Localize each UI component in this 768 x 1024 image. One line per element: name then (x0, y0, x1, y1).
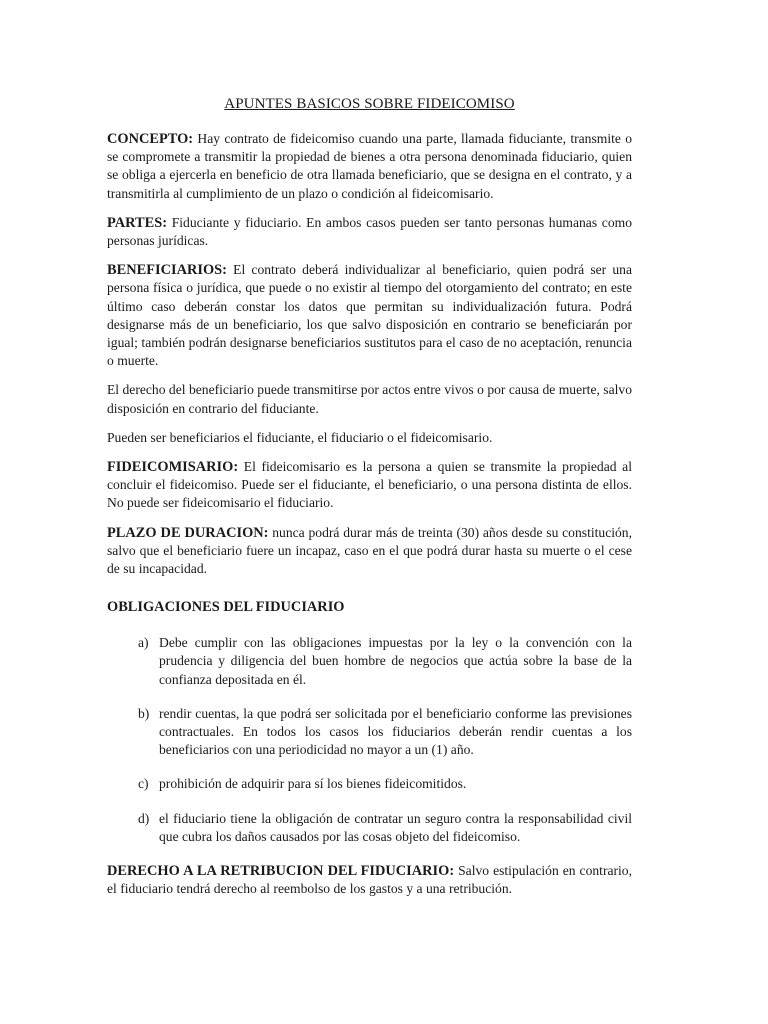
concepto-text: Hay contrato de fideicomiso cuando una parte, llamada fiduciante, transmite o se compromete a transmitir la propiedad de bienes a otra persona denominada fiduciario, quien se obliga a ejercerla en beneficio de otra llamada beneficiario, que se designa en el contrato, y a transmitirla al cumplimiento de un plazo o condición al fideicomisario. (107, 131, 633, 201)
list-item (107, 634, 632, 689)
list-marker: a) (138, 635, 149, 651)
list-item-text: rendir cuentas, la que podrá ser solicitada por el beneficiario conforme las previsiones contractuales. En todos los casos los fiduciarios deberán rendir cuentas a los beneficiarios con una periodicidad no mayor a un (1) año. (159, 705, 632, 758)
retribucion-label: DERECHO A LA RETRIBUCION DEL FIDUCIARIO: (107, 863, 455, 880)
fideicomisario-label: FIDEICOMISARIO: (107, 459, 239, 476)
obligaciones-heading: OBLIGACIONES DEL FIDUCIARIO (107, 599, 345, 616)
list-item-text: el fiduciario tiene la obligación de contratar un seguro contra la responsabilidad civil que cubra los daños causados por las cosas objeto del fideicomiso. (159, 810, 632, 844)
derecho-beneficiario-paragraph: El derecho del beneficiario puede transmitirse por actos entre vivos o por causa de muerte, salvo disposición en contrario del fiduciante. (107, 382, 632, 416)
list-item (107, 775, 632, 793)
concepto-paragraph (107, 130, 632, 203)
partes-text: Fiduciante y fiduciario. En ambos casos pueden ser tanto personas humanas como personas jurídicas. (107, 214, 632, 249)
list-marker: c) (138, 776, 149, 792)
beneficiarios-text: El contrato deberá individualizar al beneficiario, quien podrá ser una persona física o jurídica, que puede o no existir al tiempo del otorgamiento del contrato; en este último caso deberán constar los datos que permitan su individualización futura. Podrá designarse más de un beneficiario, los que salvo disposición en contrario se beneficiarán por igual; también podrán designarse beneficiarios sustitutos para el caso de no aceptación, renuncia o muerte. (107, 262, 632, 369)
beneficiarios-label: BENEFICIARIOS: (107, 262, 227, 279)
obligaciones-list (107, 634, 632, 846)
list-item-text: prohibición de adquirir para sí los bienes fideicomitidos. (159, 776, 467, 792)
concepto-label: CONCEPTO: (107, 131, 194, 147)
partes-label: PARTES: (107, 214, 167, 231)
document-page (107, 94, 632, 910)
plazo-text: nunca podrá durar más de treinta (30) años desde su constitución, salvo que el beneficiario fuere un incapaz, caso en el que podrá durar hasta su muerte o el cese de su incapacidad. (107, 524, 632, 577)
plazo-label: PLAZO DE DURACION: (107, 524, 269, 541)
fideicomisario-text: El fideicomisario es la persona a quien se transmite la propiedad al concluir el fideicomiso. Puede ser el fiduciante, el beneficiario, o una persona distinta de ellos. No puede ser fideicomisario el fiduciario. (107, 459, 632, 511)
list-item (107, 810, 632, 846)
list-item (107, 705, 632, 760)
list-marker: d) (138, 810, 150, 826)
retribucion-text: Salvo estipulación en contrario, el fiduciario tendrá derecho al reembolso de los gastos y a una retribución. (107, 863, 632, 897)
document-title: APUNTES BASICOS SOBRE FIDEICOMISO (224, 96, 515, 112)
beneficiarios-paragraph (107, 261, 632, 370)
fideicomisario-paragraph (107, 458, 632, 513)
retribucion-paragraph (107, 862, 632, 898)
list-item-text: Debe cumplir con las obligaciones impuestas por la ley o la convención con la prudencia y diligencia del buen hombre de negocios que actúa sobre la base de la confianza depositada en él. (159, 635, 632, 687)
partes-paragraph (107, 214, 632, 250)
plazo-paragraph (107, 524, 632, 579)
list-marker: b) (138, 705, 150, 721)
pueden-ser-paragraph: Pueden ser beneficiarios el fiduciante, el fiduciario o el fideicomisario. (107, 429, 493, 445)
